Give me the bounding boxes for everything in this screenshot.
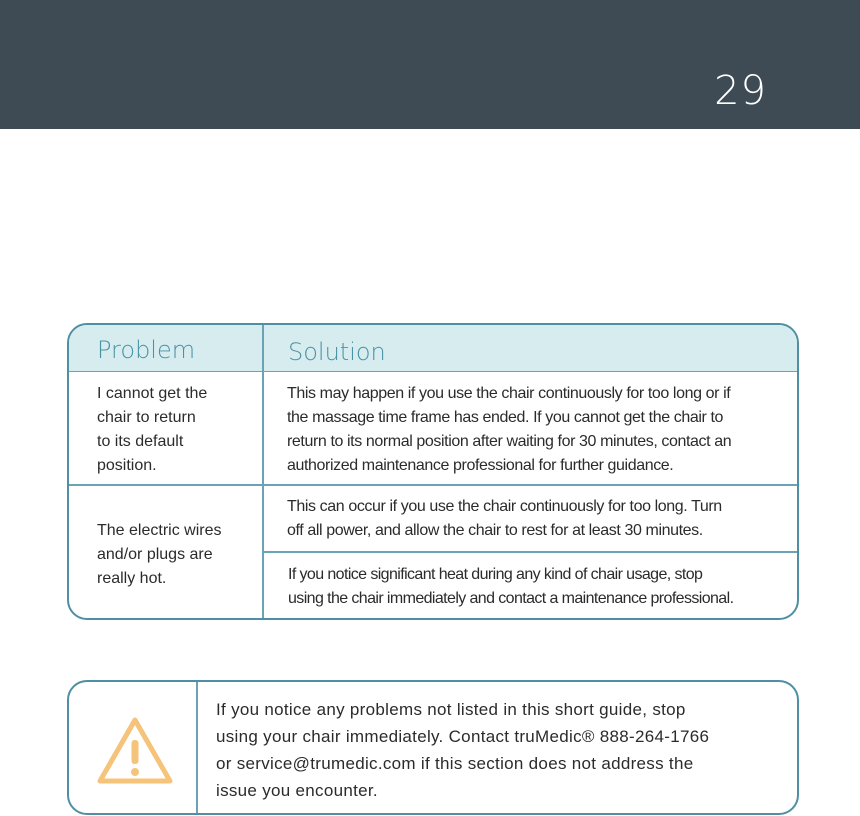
warning-icon — [96, 716, 174, 786]
text-line: I cannot get the — [97, 385, 208, 402]
text-line: using the chair immediately and contact a maintenance professional. — [288, 590, 734, 607]
notice-text — [216, 696, 756, 804]
text-line: This may happen if you use the chair continuously for too long or if — [287, 385, 731, 402]
text-line: using your chair immediately. Contact truMedic® 888-264-1766 — [216, 727, 710, 746]
text-line: If you notice significant heat during any kind of chair usage, stop — [288, 566, 703, 583]
text-line: position. — [97, 457, 157, 474]
text-line: to its default — [97, 433, 184, 450]
text-line: issue you encounter. — [216, 781, 378, 800]
text-line: the massage time frame has ended. If you cannot get the chair to — [287, 409, 724, 426]
header-solution: Solution — [288, 338, 386, 366]
solution-cell-2b — [288, 563, 733, 611]
text-line: return to its normal position after waiting for 30 minutes, contact an — [287, 433, 732, 450]
header-problem: Problem — [97, 336, 196, 364]
solution-cell-2a — [287, 495, 722, 543]
text-line: off all power, and allow the chair to rest for at least 30 minutes. — [287, 522, 703, 539]
text-line: really hot. — [97, 570, 167, 587]
text-line: authorized maintenance professional for further guidance. — [287, 457, 674, 474]
problem-cell-2 — [97, 519, 221, 591]
page-number: 29 — [714, 68, 767, 114]
text-line: The electric wires — [97, 522, 222, 539]
row-divider — [69, 484, 797, 486]
header-bar — [0, 0, 860, 129]
text-line: If you notice any problems not listed in this short guide, stop — [216, 700, 686, 719]
solution-cell-1 — [287, 382, 731, 478]
row-divider — [262, 551, 797, 553]
column-divider — [262, 325, 264, 618]
notice-divider — [196, 682, 198, 813]
problem-cell-1 — [97, 382, 207, 478]
text-line: chair to return — [97, 409, 196, 426]
warning-notice-box — [67, 680, 799, 815]
text-line: and/or plugs are — [97, 546, 213, 563]
text-line: or service@trumedic.com if this section does not address the — [216, 754, 694, 773]
text-line: This can occur if you use the chair continuously for too long. Turn — [287, 498, 722, 515]
troubleshooting-table — [67, 323, 799, 620]
